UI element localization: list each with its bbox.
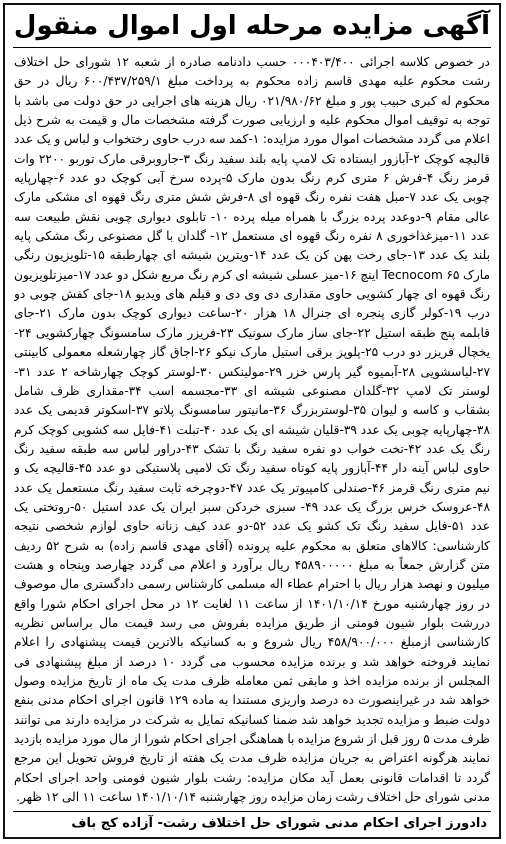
notice-signature: دادورز اجرای احکام مدنی شورای حل اختلاف رشت- آزاده کج باف (71, 816, 487, 831)
notice-body: در خصوص کلاسه اجرائی ۰۰۰۴۰۳/۴۰۰ حسب دادنامه صادره از شعبه ۱۲ شورای حل اختلاف رشت محکوم علیه مهدی قاسم زاده محکوم به پرداخت مبلغ ۶۰۰/۴۳۷/۲۵۹/۱ ریال در حق محکوم له کبری حبیب پور و مبلغ ۰۲۱/۹۸۰/۶۲ ریال هزینه های اجرایی در حق دولت می باشد با توجه به توقیف اموال محکوم علیه و ارزیابی صورت گرفته مشخصات مال و قیمت به شرح ذیل اعلام می گردد مشخصات اموال مورد مزایده: ۱-کمد سه درب حاوی رختخواب و لباس و یک عدد قالیچه کوچک ۲-آبازور ایستاده تک لامپ پایه بلند سفید رنگ ۳-جاروبرقی مارک توربو ۲۲۰۰ وات قرمز رنگ ۴-فرش ۶ متری کرم رنگ بدون مارک ۵-پرده سرخ آبی کوچک دو عدد ۶-چهارپایه چوبی یک عدد ۷-مبل هفت نفره رنگ قهوه ای ۸-فرش شش متری رنگ قهوه ای مشکی مارک عالی مقام ۹-دوعدد پرده بزرگ با همراه میله پرده ۱۰- تابلوی دیواری چوبی نقش طبیعت سه عدد ۱۱-میزغذاخوری ۸ نفره رنگ قهوه ای مستعمل ۱۲- گلدان با گل مصنوعی رنگ مشکی پایه بلند یک عدد ۱۳-جای رخت پهن کن یک عدد ۱۴-ویترین شیشه ای چهارطبقه ۱۵-تلویزیون رنگی مارک Tecnocom ۶۵ اینچ ۱۶-میز عسلی شیشه ای کرم رنگ مربع شکل دو عدد ۱۷-میزتلویزیون رنگ قهوه ای چهار کشویی حاوی مقداری دی وی دی و فیلم های ویدیو ۱۸-جای کفش چوبی دو درب ۱۹-کولر گازی پنجره ای جنرال ۱۸ هزار ۲۰-ساعت دیواری کوچک بدون مارک ۲۱-جای قابلمه پنج طبقه استیل ۲۲-جای ساز مارک سونیک ۲۳-فریزر مارک سامسونگ چهارکشویی ۲۴-یخچال فریزر دو درب ۲۵-پلوپز برقی استیل مارک نیکو ۲۶-اجاق گاز چهارشعله معمولی کابینتی ۲۷-لباسشویی ۲۸-آبمیوه گیر پارس خزر ۲۹-مولینکس ۳۰-لوستر کوچک چهارشاخه ۲ عدد ۳۱-لوستر تک لامپ ۳۲-گلدان مصنوعی شیشه ای ۳۳-مجسمه اسب ۳۴-مقداری ظرف شامل بشقاب و کاسه و لیوان ۳۵-لوستربزرگ ۳۶-مانیتور سامسونگ پلاتو ۳۷-اسکوتر قدیمی یک عدد ۳۸-چهارپایه چوبی یک عدد ۳۹-قلیان شیشه ای یک عدد ۴۰-تبلت ۴۱-فایل سه کشویی کوچک کرم رنگ یک عدد ۴۲-تخت خواب دو نفره سفید رنگ با تشک ۴۳-دراور لباس سه طبقه سفید رنگ حاوی لباس آینه دار ۴۴-آبازور پایه کوتاه سفید رنگ تک لامپی پلاستیکی دو عدد ۴۵-قالیچه یک و نیم متری رنگ قرمز ۴۶-صندلی کامپیوتر یک عدد ۴۷-دوچرخه ثابت سفید رنگ مستعمل یک عدد ۴۸-عروسک خرس بزرگ یک عدد ۴۹- سبزی خردکن سبز ایران یک عدد استیل ۵۰-روتختی یک عدد ۵۱-فایل سفید رنگ تک کشو یک عدد ۵۲-دو عدد کیف زنانه حاوی لوازم شخصی نتیجه کارشناسی: کالاهای متعلق به محکوم علیه پرونده (آقای مهدی قاسم زاده) به شرح ۵۲ ردیف متن گزارش جمعاً به مبلغ ۴۵۸۹۰۰۰۰۰ ریال برآورد و اعلام می گردد چهارصد وپنجاه و هشت میلیون و نهصد هزار ریال با احترام عطاء اله مسلمی کارشناس رسمی دادگستری مال موصوف در روز چهارشنبه مورخ ۱۴۰۱/۱۰/۱۴ از ساعت ۱۱ لغایت ۱۲ در محل اجرای احکام شورا واقع دررشت بلوار شیون فومنی از طریق مزایده بفروش می رسد قیمت مال براساس نظریه کارشناسی ازمبلغ ۴۵۸/۹۰۰/۰۰۰ ریال شروع و به کسانیکه بالاترین قیمت پیشنهادی را اعلام نمایند فروخته خواهد شد و برنده مزایده محسوب می گردد ۱۰ درصد از مبلغ پیشنهادی فی المجلس از برنده مزایده اخذ و مابقی ثمن معامله ظرف مدت یک ماه از تاریخ مزایده وصول خواهد شد در غیراینصورت ده درصد واریزی مستندا به ماده ۱۲۹ قانون اجرای احکام مدنی بنفع دولت ضبط و مزایده تجدید خواهد شد ضمنا کسانیکه تمایل به شرکت در مزایده دارند می توانند ظرف مدت ۵ روز قبل از شروع مزایده با هماهنگی اجرای احکام شورا از مال مورد مزایده بازدید نمایند هرگونه اعتراض به جریان مزایده ظرف مدت یک هفته از تاریخ فروش تحویل این مرجع گردد تا اقدامات قانونی بعمل آید مکان مزایده: رشت بلوار شیون فومنی واحد اجرای احکام مدنی شورای حل اختلاف رشت زمان مزایده روز چهارشنبه ۱۴۰۱/۱۰/۱۴ ساعت ۱۱ الی ۱۲ ظهر. (14, 55, 490, 805)
notice-frame (3, 3, 501, 839)
signature-divider (13, 811, 491, 812)
notice-title: آگهی مزایده مرحله اول اموال منقول (13, 11, 491, 41)
title-divider (13, 47, 491, 48)
